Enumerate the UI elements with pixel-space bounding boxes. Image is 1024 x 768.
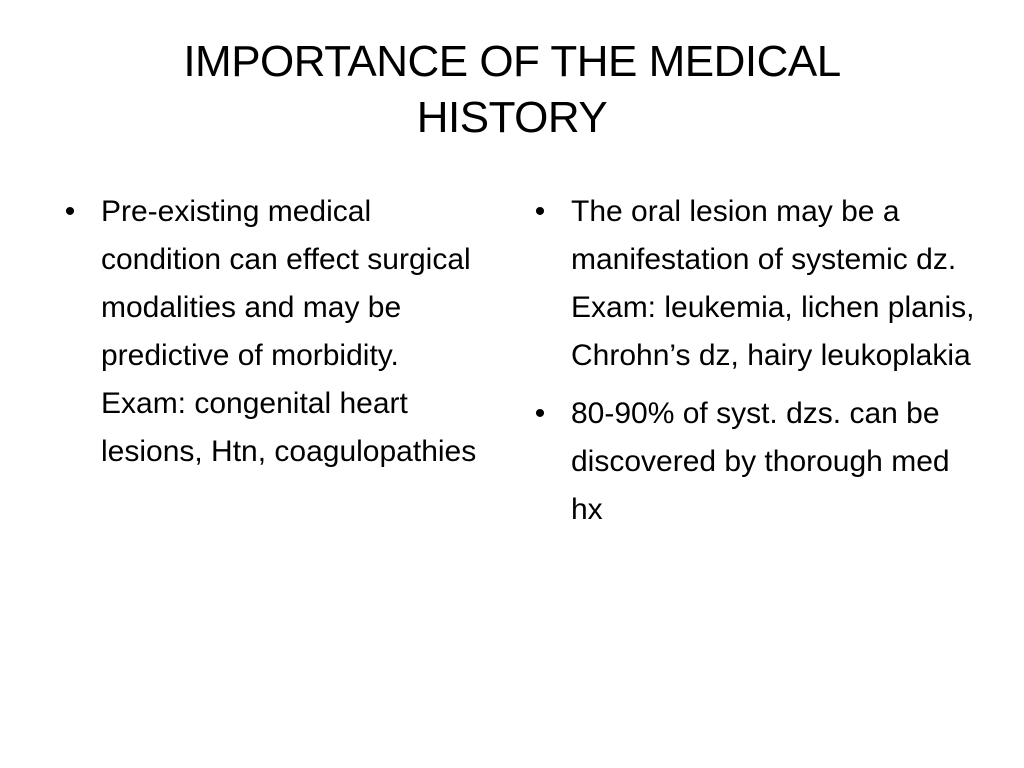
right-bullet-list (526, 188, 976, 534)
bullet-item (56, 188, 486, 476)
bullet-icon: • (64, 195, 76, 228)
bullet-icon: • (534, 195, 546, 228)
bullet-text: Pre-existing medical condition can effect surgical modalities and may be predictive of morbidity. Exam: congenital heart lesions, Htn, coagulopathies (101, 195, 477, 468)
bullet-item (526, 188, 976, 380)
bullet-text: 80-90% of syst. dzs. can be discovered by thorough med hx (571, 397, 950, 526)
bullet-item (526, 390, 976, 534)
right-column (526, 188, 976, 544)
left-column (56, 188, 486, 486)
left-bullet-list (56, 188, 486, 476)
bullet-icon: • (534, 397, 546, 430)
slide-title: IMPORTANCE OF THE MEDICAL HISTORY (183, 37, 841, 142)
bullet-text: The oral lesion may be a manifestation of systemic dz. Exam: leukemia, lichen planis, Chrohn’s dz, hairy leukoplakia (571, 195, 975, 372)
